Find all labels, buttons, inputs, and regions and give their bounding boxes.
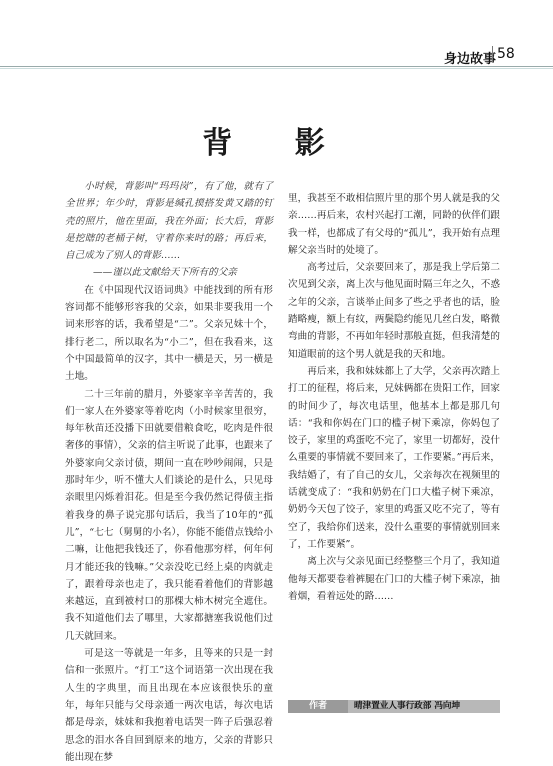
page-number: 58 — [492, 46, 515, 62]
body-paragraph: 在《中国现代汉语词典》中能找到的所有形容词都不能够形容我的父亲，如果非要我用一个词来形容的话，我希望是“二”。父亲兄妹十个，排行老二，所以取名为“小二”，但在我看来，这个中国最简单的汉字，其中一横是天，另一横是土地。 — [65, 284, 273, 383]
body-paragraph: 高考过后，父亲要回来了，那是我上学后第二次见到父亲，离上次与他见面时隔三年之久，不惑之年的父亲，言谈举止间多了些之乎者也的话，脸踏略瘦，额上有纹，两鬓隐约能见几丝白发，略微弯曲的背影，不再如年轻时那般直挺，但我清楚的知道眼前的这个男人就是我的天和地。 — [288, 262, 500, 360]
byline-label: 作者 — [288, 700, 348, 713]
section-tag: 身边故事 — [444, 52, 497, 67]
epigraph-attribution: ——谨以此文献给天下所有的父亲 — [93, 267, 237, 279]
epigraph-text: 小时候，背影叫“玛玛岗”，有了他，就有了全世界；年少时，背影是缄孔摸搭发黄又踏的钉壳的照片，他在里面，我在外面；长大后，背影是挖瞎的老桶子树，守着你来时的路；再后来，自己成为了别人的背影…… — [65, 181, 273, 262]
byline-author: 晴津置业人事行政部 冯向坤 — [354, 701, 461, 711]
header-rule-secondary — [0, 68, 553, 69]
author-byline — [288, 700, 500, 713]
body-paragraph-continued: 里，我甚至不敢相信照片里的那个男人就是我的父亲……再后来，农村兴起打工潮，同龄的伙伴们跟我一样，也都成了有父母的“孤儿”，我开始有点理解父亲当时的处境了。 — [288, 193, 500, 256]
epigraph — [65, 178, 273, 282]
article-title: 背 影 — [202, 126, 351, 161]
page-header — [0, 0, 553, 80]
body-paragraph: 再后来，我和妹妹都上了大学，父亲再次踏上打工的征程，将后来，兄妹俩都在贵阳工作，回家的时间少了，每次电话里，他基本上都是那几句话：“我和你妈在门口的槛子树下乘凉，你妈包了饺子，家里的鸡蛋吃不完了，家里一切都好，没什么重要的事情就不要回来了，工作要紧。”再后来，我结婚了，有了自己的女儿，父亲每次在视频里的话就变成了：“我和奶奶在门口大槛子树下乘凉，奶奶今天包了饺子，家里的鸡蛋又吃不完了，等有空了，我给你们送来，没什么重要的事情就别回来了，工作要紧”。 — [288, 365, 500, 550]
body-paragraph: 离上次与父亲见面已经整整三个月了，我知道他每天都要卷着裤腿在门口的大槛子树下乘凉，抽着烟，看着远处的路…… — [288, 556, 500, 602]
left-column — [65, 178, 273, 766]
right-column — [288, 190, 500, 605]
body-paragraph: 二十三年前的腊月，外婆家辛辛苦苦的，我们一家人在外婆家等着吃肉（小时候家里很穷，每年秋苗还没播下田就要借粮食吃，吃肉是件很奢侈的事情），父亲的信主听说了此事，也跟来了外婆家向父亲讨债，期间一直在吵吵闹闹，只是那时年少，听不懂大人们谈论的是什么，只见母亲眼里闪烁着泪花。但是至今我仍然记得债主指着我身的鼻子说完那句话后，我当了10年的“孤儿”，“七七（舅舅的小名），你能不能借点钱给小二嘛，让他把我钱还了，你看他那穷样，何年何月才能还我的钱嘛。”父亲没吃已经上桌的肉就走了，跟着母亲也走了，我只能看着他们的背影越来越远，直到被村口的那棵大柿木树完全遮住。我不知道他们去了哪里，大家都搪塞我说他们过几天就回来。 — [65, 388, 273, 642]
body-paragraph: 可是这一等就是一年多，且等来的只是一封信和一张照片。“打工”这个词语第一次出现在我人生的字典里，而且出现在本应该很快乐的童年，每年只能与父母亲通一两次电话，每次电话都是母亲，妹妹和我抱着电话哭一阵子后强忍着思念的泪水各自回到原来的地方，父亲的背影只能出现在梦 — [65, 648, 273, 763]
